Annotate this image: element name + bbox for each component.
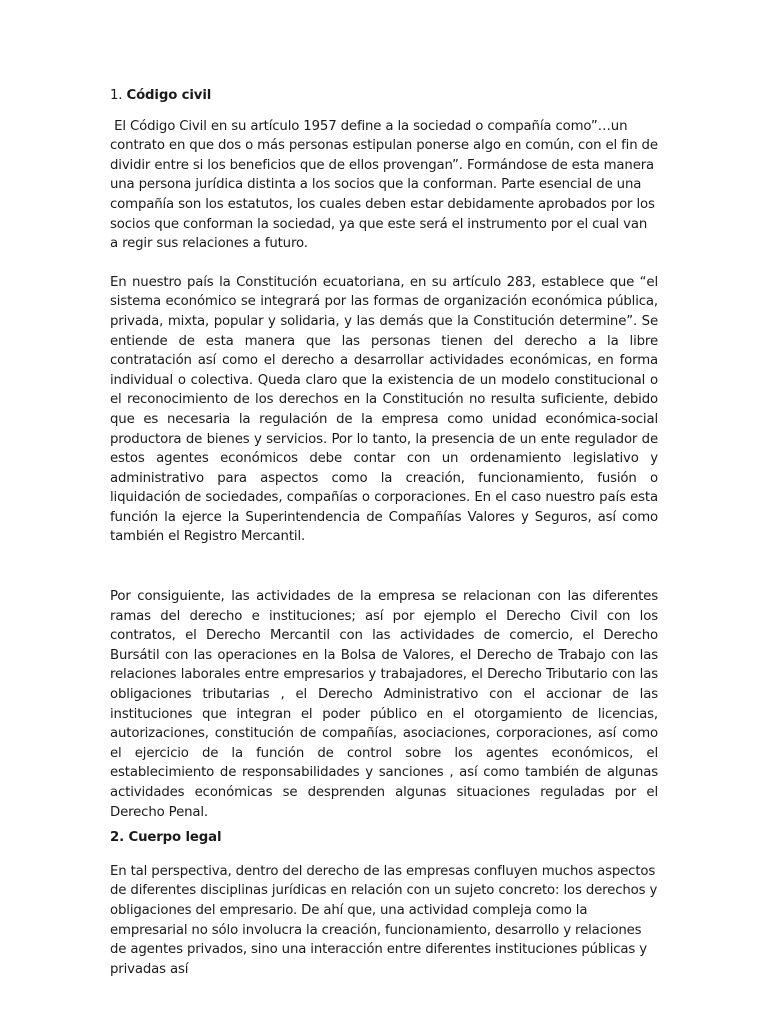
section-2-title: 2. Cuerpo legal (110, 830, 222, 846)
paragraph-constitucion: En nuestro país la Constitución ecuatoriana, en su artículo 283, establece que “el sistema económico se integrará por las formas de organización económica pública, privada, mixta, popular y solidaria, y las demás que la Constitución determine”. Se entiende de esta manera que las personas tienen del derecho a la libre contratación así como el derecho a desarrollar actividades económicas, en forma individual o colectiva. Queda claro que la existencia de un modelo constitucional o el reconocimiento de los derechos en la Constitución no resulta suficiente, debido que es necesaria la regulación de la empresa como unidad económica-social productora de bienes y servicios. Por lo tanto, la presencia de un ente regulador de estos agentes económicos debe contar con un ordenamiento legislativo y administrativo para aspectos como la creación, funcionamiento, fusión o liquidación de sociedades, compañías o corporaciones. En el caso nuestro país esta función la ejerce la Superintendencia de Compañías Valores y Seguros, así como también el Registro Mercantil. (110, 274, 658, 545)
paragraph-codigo-civil: El Código Civil en su artículo 1957 define a la sociedad o compañía como”…un contrato en que dos o más personas estipulan ponerse algo en común, con el fin de dividir entre si los beneficios que de ellos provengan”. Formándose de esta manera una persona jurídica distinta a los socios que la conforman. Parte esencial de una compañía son los estatutos, los cuales deben estar debidamente aprobados por los socios que conforman la sociedad, ya que este será el instrumento por el cual van a regir sus relaciones a futuro. (110, 118, 662, 252)
document-page (110, 86, 662, 979)
paragraph-cuerpo-legal: En tal perspectiva, dentro del derecho de las empresas confluyen muchos aspectos de diferentes disciplinas jurídicas en relación con un sujeto concreto: los derechos y obligaciones del empresario. De ahí que, una actividad compleja como la empresarial no sólo involucra la creación, funcionamiento, desarrollo y relaciones de agentes privados, sino una interacción entre diferentes instituciones públicas y privadas así (110, 863, 658, 977)
section-1-title: Código civil (126, 88, 212, 103)
section-2-heading (110, 828, 658, 848)
paragraph-ramas-derecho: Por consiguiente, las actividades de la empresa se relacionan con las diferentes ramas del derecho e instituciones; así por ejemplo el Derecho Civil con los contratos, el Derecho Mercantil con las actividades de comercio, el Derecho Bursátil con las operaciones en la Bolsa de Valores, el Derecho de Trabajo con las relaciones laborales entre empresarios y trabajadores, el Derecho Tributario con las obligaciones tributarias , el Derecho Administrativo con el accionar de las instituciones que integran el poder público en el otorgamiento de licencias, autorizaciones, constitución de compañías, asociaciones, corporaciones, así como el ejercicio de la función de control sobre los agentes económicos, el establecimiento de responsabilidades y sanciones , así como también de algunas actividades económicas se desprenden algunas situaciones reguladas por el Derecho Penal. (110, 589, 658, 820)
section-1-number: 1. (110, 88, 123, 103)
section-1-heading (110, 86, 658, 106)
